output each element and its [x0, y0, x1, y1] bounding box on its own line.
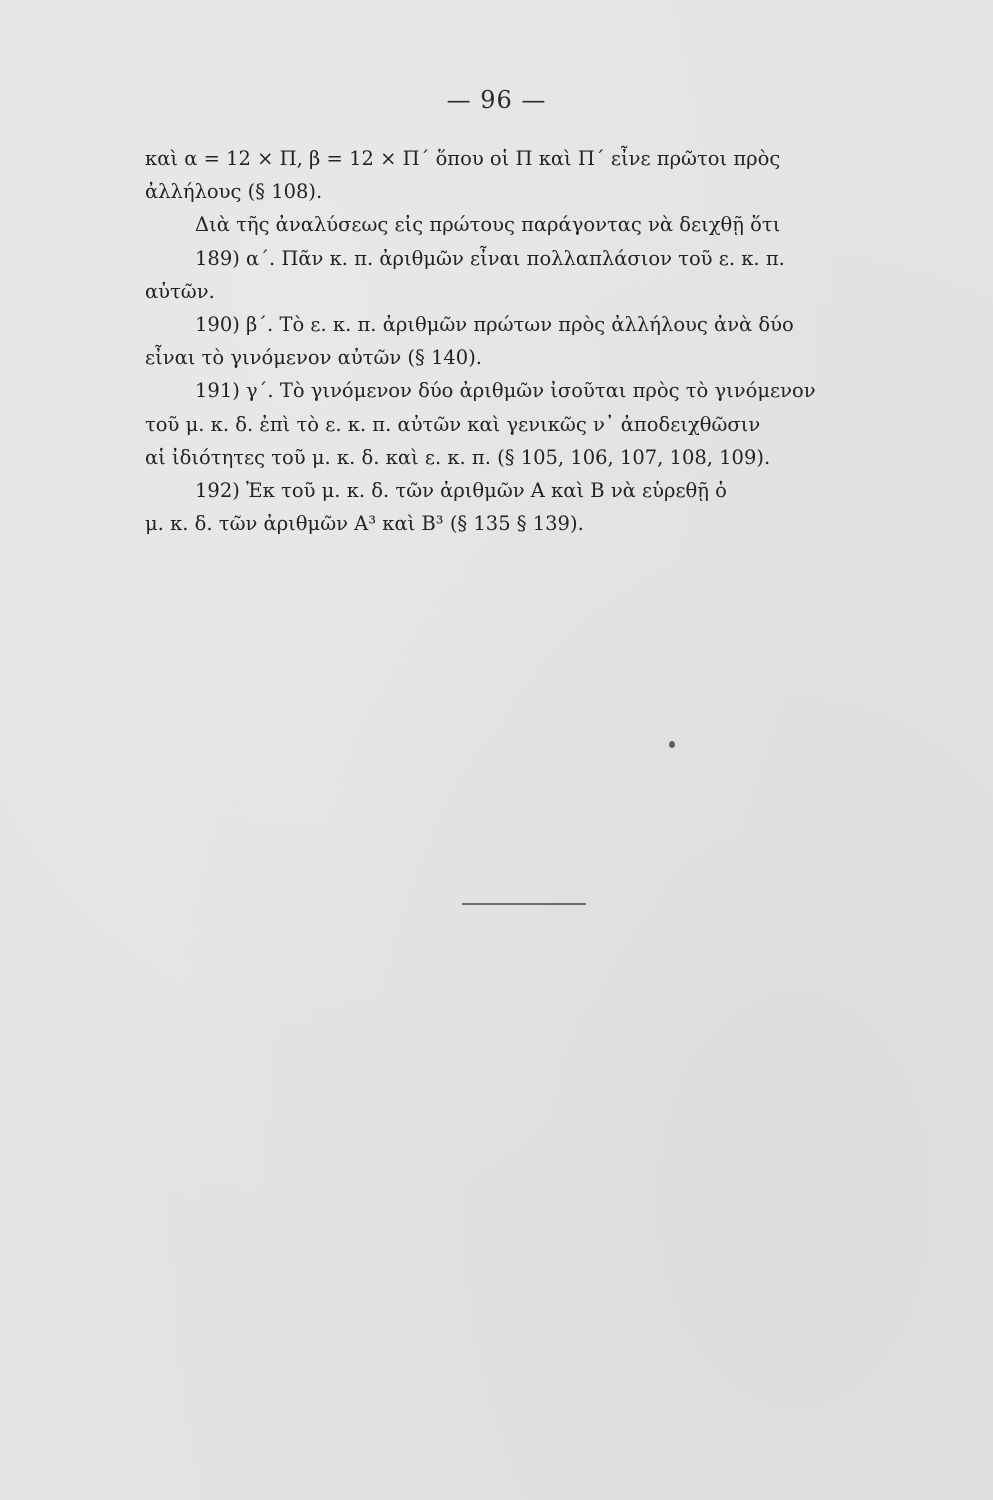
exercise-190: 190) β΄. Τὸ ε. κ. π. ἀριθμῶν πρώτων πρὸς ἀλλήλους ἀνὰ δύο: [195, 312, 794, 336]
text-line: Διὰ τῆς ἀναλύσεως εἰς πρώτους παράγοντας νὰ δειχθῇ ὅτι: [195, 213, 781, 237]
text-line: καὶ α = 12 × Π, β = 12 × Π΄ ὅπου οἱ Π καὶ Π΄ εἶνε πρῶτοι πρὸς: [145, 147, 781, 170]
ink-speck: [669, 741, 675, 748]
text-line: μ. κ. δ. τῶν ἀριθμῶν Α³ καὶ Β³ (§ 135 § 139).: [145, 512, 584, 536]
text-line: αὐτῶν.: [145, 279, 215, 303]
exercise-191: 191) γ΄. Τὸ γινόμενον δύο ἀριθμῶν ἰσοῦται πρὸς τὸ γινόμενον: [195, 379, 816, 403]
text-line: εἶναι τὸ γινόμενον αὐτῶν (§ 140).: [145, 346, 483, 370]
section-divider: [462, 903, 586, 905]
text-line: αἱ ἰδιότητες τοῦ μ. κ. δ. καὶ ε. κ. π. (§ 105, 106, 107, 108, 109).: [145, 445, 771, 469]
exercise-192: 192) Ἐκ τοῦ μ. κ. δ. τῶν ἀριθμῶν Α καὶ Β νὰ εὑρεθῇ ὁ: [195, 478, 727, 502]
text-line: ἀλλήλους (§ 108).: [145, 180, 323, 204]
exercise-189: 189) α΄. Πᾶν κ. π. ἀριθμῶν εἶναι πολλαπλάσιον τοῦ ε. κ. π.: [195, 246, 785, 270]
text-line: τοῦ μ. κ. δ. ἐπὶ τὸ ε. κ. π. αὐτῶν καὶ γενικῶς ν᾽ ἀποδειχθῶσιν: [145, 412, 761, 436]
body-text: [145, 142, 880, 540]
page-number: — 96 —: [446, 86, 547, 114]
